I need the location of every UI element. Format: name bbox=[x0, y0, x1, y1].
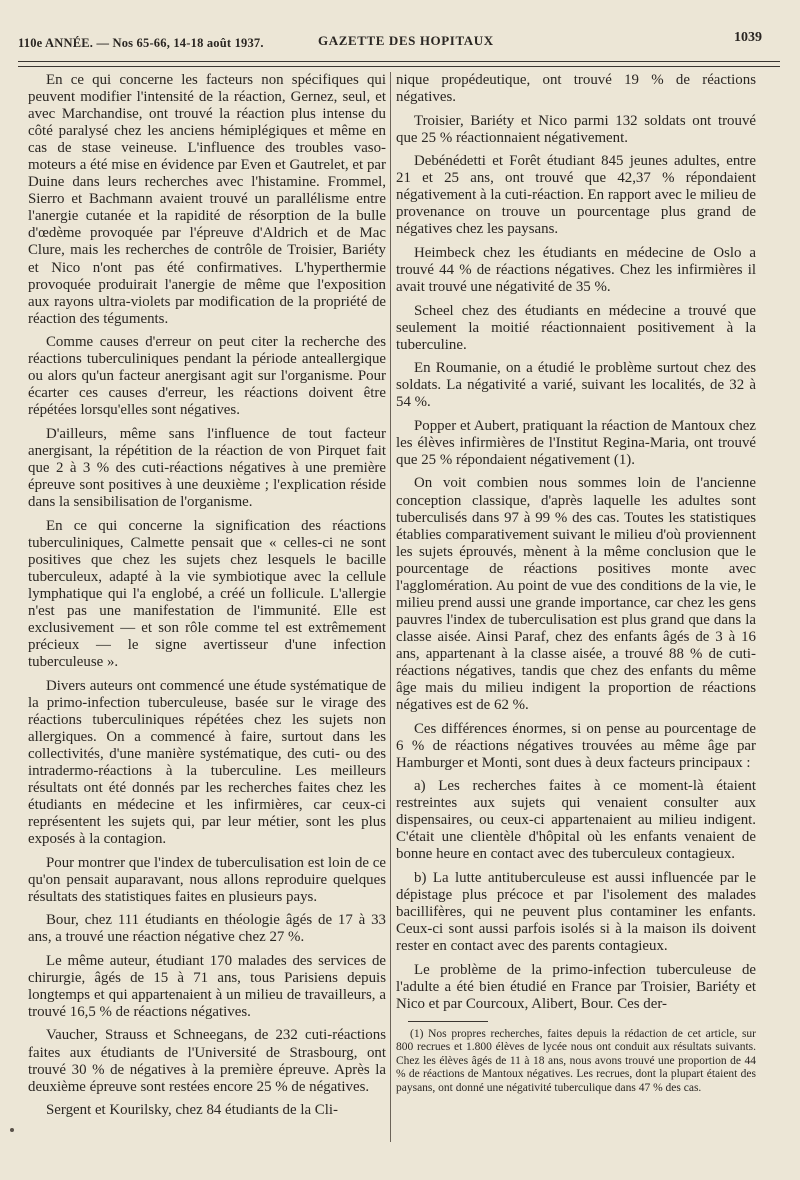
paragraph-continued: nique propédeutique, ont trouvé 19 % de réactions négatives. bbox=[396, 72, 756, 106]
issue-info: 110e ANNÉE. — Nos 65-66, 14-18 août 1937. bbox=[18, 36, 264, 50]
column-divider bbox=[390, 72, 391, 1142]
paragraph: Comme causes d'erreur on peut citer la recherche des réactions tuberculiniques pendant la période anteallergique ou alors qu'un facteur anergisant agit sur l'organisme. Pour écarter ces causes d'erreur, les réactions doivent être répétées lorsqu'elles sont négatives. bbox=[28, 334, 386, 419]
paragraph: On voit combien nous sommes loin de l'ancienne conception classique, d'après laquelle les adultes sont tuberculisés dans 97 à 99 % des cas. Toutes les statistiques établies comparativement suivant le milieu d'où proviennent les sujets éprouvés, mènent à la même conclusion que le pourcentage de réactions positives monte avec l'agglomération. Au point de vue des conditions de la vie, le milieu prend aussi une grande importance, car chez les gens pauvres l'index de tuberculisation est plus grand que dans la classe aisée. Ainsi Paraf, chez des enfants âgés de 3 à 16 ans, appartenant à la classe aisée, a trouvé 88 % de cuti-réactions négatives, tandis que chez des enfants du même âge mais du milieu indigent la proportion de réactions négatives est de 62 %. bbox=[396, 475, 756, 714]
paragraph: D'ailleurs, même sans l'influence de tout facteur anergisant, la répétition de la réaction de von Pirquet fait que 2 à 3 % des cuti-réactions négatives à une première épreuve sont positives à une deuxième ; l'explication réside dans la sensibilisation de l'organisme. bbox=[28, 425, 386, 511]
header-rule-double bbox=[18, 66, 780, 67]
paragraph: Le même auteur, étudiant 170 malades des services de chirurgie, âgés de 15 à 71 ans, tous Parisiens depuis longtemps et qui appartenaient à un milieu de travailleurs, a trouvé 16,5 % de réactions négatives. bbox=[28, 952, 386, 1020]
paragraph: Debénédetti et Forêt étudiant 845 jeunes adultes, entre 21 et 25 ans, ont trouvé que 42,37 % répondaient négativement à la cuti-réaction. En rapport avec le milieu de provenance on trouve un pourcentage plus grand de négatives chez les paysans. bbox=[396, 153, 756, 238]
page-number: 1039 bbox=[734, 30, 762, 45]
paragraph: Le problème de la primo-infection tuberculeuse de l'adulte a été bien étudié en France par Troisier, Bariéty et Nico et par Courcoux, Alibert, Bour. Ces der- bbox=[396, 961, 756, 1012]
paragraph: En ce qui concerne la signification des réactions tuberculiniques, Calmette pensait que « celles-ci ne sont positives que chez les sujets chez lesquels le bacille tuberculeux, adapté à la vie symbiotique avec la cellule lymphatique qui l'a englobé, a créé un follicule. L'allergie n'est pas une manifestation de l'immunité. Elle est exclusivement — et son rôle comme tel est extrêmement précieux — le signe avertisseur d'une infection tuberculeuse ». bbox=[28, 517, 386, 671]
header-rule bbox=[18, 61, 780, 62]
footnote: (1) Nos propres recherches, faites depuis la rédaction de cet article, sur 800 recrues et 1.800 élèves de lycée nous ont conduit aux résultats suivants. Chez les élèves âgés de 11 à 18 ans, nous avons trouvé une proportion de 44 % de réactions de Mantoux négatives. Les recrues, dont la plupart étaient des paysans, ont donné une négativité tuberculique dans 47 % des cas. bbox=[396, 1027, 756, 1094]
paragraph: Scheel chez des étudiants en médecine a trouvé que seulement la moitié réactionnaient positivement à la tuberculine. bbox=[396, 302, 756, 353]
left-column bbox=[28, 72, 386, 1126]
paragraph: Bour, chez 111 étudiants en théologie âgés de 17 à 33 ans, a trouvé une réaction négative chez 27 %. bbox=[28, 912, 386, 946]
paragraph: Sergent et Kourilsky, chez 84 étudiants de la Cli- bbox=[46, 1102, 338, 1119]
publication-title: GAZETTE DES HOPITAUX bbox=[318, 33, 494, 48]
paragraph: Divers auteurs ont commencé une étude systématique de la primo-infection tuberculeuse, basée sur le virage des réactions tuberculiniques répétées chez les sujets non allergiques. On a commencé à faire, surtout dans les collectivités, d'une manière systématique, des cuti- ou des intradermo-réactions à la tuberculine. Les meilleurs résultats ont été donnés par les recherches faites chez les étudiants en médecine et les infirmières, car ceux-ci représentent les sujets qui, par leur métier, sont les plus exposés à la contagion. bbox=[28, 677, 386, 848]
paragraph: Vaucher, Strauss et Schneegans, de 232 cuti-réactions faites aux étudiants de l'Université de Strasbourg, ont trouvé 30 % de négatives à la première épreuve. Après la deuxième épreuve sont restées encore 25 % de négatives. bbox=[28, 1027, 386, 1095]
margin-dot bbox=[10, 1128, 14, 1132]
paragraph: Pour montrer que l'index de tuberculisation est loin de ce qu'on pensait auparavant, nous allons reproduire quelques résultats des statistiques faites en plusieurs pays. bbox=[28, 854, 386, 905]
paragraph: Troisier, Bariéty et Nico parmi 132 soldats ont trouvé que 25 % réactionnaient négativement. bbox=[396, 112, 756, 146]
paragraph: En Roumanie, on a étudié le problème surtout chez des soldats. La négativité a varié, suivant les localités, de 32 à 54 %. bbox=[396, 360, 756, 411]
paragraph: a) Les recherches faites à ce moment-là étaient restreintes aux sujets qui venaient consulter aux dispensaires, ou ceux-ci appartenaient au milieu indigent. C'était une clientèle d'hôpital où les enfants venaient de bonne heure en contact avec des tuberculeux contagieux. bbox=[396, 778, 756, 863]
footnote-rule bbox=[408, 1021, 488, 1022]
right-column bbox=[396, 72, 756, 1101]
page-header bbox=[18, 30, 762, 56]
paragraph: b) La lutte antituberculeuse est aussi influencée par le dépistage plus précoce et par l'isolement des malades bacillifères, qui ne peuvent plus contaminer les enfants. Ceux-ci sont aussi parfois isolés si à la maison ils doivent rester en contact avec des parents contagieux. bbox=[396, 870, 756, 955]
paragraph: Ces différences énormes, si on pense au pourcentage de 6 % de réactions négatives trouvées au même âge par Hamburger et Monti, sont dues à deux facteurs principaux : bbox=[396, 720, 756, 771]
paragraph: En ce qui concerne les facteurs non spécifiques qui peuvent modifier l'intensité de la réaction, Gernez, seul, et avec Marchandise, ont trouvé la réaction plus intense du côté paralysé chez les anciens hémiplégiques et même en cas de stase veineuse. L'influence des troubles vaso-moteurs a été mise en évidence par Even et Gautrelet, et par Duine dans leurs recherches avec l'histamine. Frommel, Sierro et Bachmann avaient trouvé un parallélisme entre l'anergie cutanée et la rapidité de résorption de la bulle d'œdème provoquée par l'épreuve d'Aldrich et de Mac Clure, mais les recherches de contrôle de Troisier, Bariéty et Nico n'ont pas été confirmatives. L'hyperthermie provoquée produirait l'anergie de même que l'exposition aux rayons ultra-violets par modification de la propriété de réaction des téguments. bbox=[28, 72, 386, 327]
paragraph: Popper et Aubert, pratiquant la réaction de Mantoux chez les élèves infirmières de l'Institut Regina-Maria, ont trouvé que 25 % répondaient négativement (1). bbox=[396, 417, 756, 468]
paragraph: Heimbeck chez les étudiants en médecine de Oslo a trouvé 44 % de réactions négatives. Chez les infirmières il avait trouvé une négativité de 35 %. bbox=[396, 244, 756, 296]
